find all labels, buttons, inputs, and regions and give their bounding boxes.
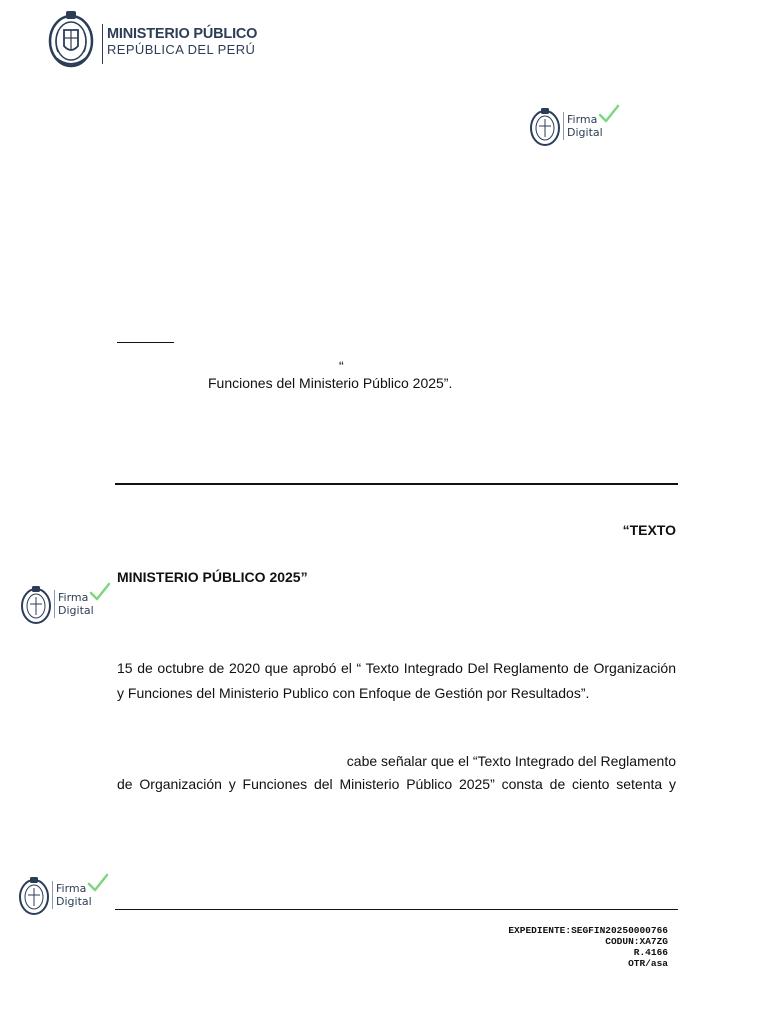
seal-icon	[528, 106, 562, 148]
seal-icon	[17, 875, 51, 917]
stamp-label-firma: Firma	[567, 113, 598, 126]
codun-code: CODUN:XA7ZG	[605, 936, 668, 947]
org-name: MINISTERIO PÚBLICO	[107, 26, 258, 42]
section-divider	[115, 483, 678, 485]
stamp-label-firma: Firma	[56, 882, 87, 895]
paragraph-1-line-1: 15 de octubre de 2020 que aprobó el “ Texto Integrado Del Reglamento de Organización	[117, 660, 676, 676]
paragraph-1-line-2: y Funciones del Ministerio Publico con Enfoque de Gestión por Resultados”.	[117, 685, 590, 701]
check-icon	[87, 873, 109, 893]
paragraph-2-line-2: de Organización y Funciones del Ministerio Público 2025” consta de ciento setenta y	[117, 776, 676, 792]
paragraph-2-line-1: cabe señalar que el “Texto Integrado del Reglamento	[346, 753, 676, 769]
stamp-divider	[563, 112, 564, 140]
seal-icon	[19, 584, 53, 626]
ministerio-publico-logo	[46, 8, 256, 72]
stamp-label-digital: Digital	[56, 895, 92, 908]
org-subtitle: REPÚBLICA DEL PERÚ	[107, 42, 256, 57]
footer-divider	[115, 909, 678, 910]
logo-divider	[102, 24, 103, 64]
author-initials: OTR/asa	[628, 958, 668, 969]
firma-digital-stamp	[19, 582, 119, 628]
stamp-divider	[52, 881, 53, 909]
footer-reference-block	[440, 925, 668, 969]
national-coat-of-arms-icon	[46, 8, 96, 70]
open-quote: “	[339, 358, 344, 374]
expediente-code: EXPEDIENTE:SEGFIN20250000766	[508, 925, 668, 936]
short-rule	[117, 342, 174, 343]
reference-number: R.4166	[633, 947, 668, 958]
stamp-label-digital: Digital	[567, 126, 603, 139]
title-line: Funciones del Ministerio Público 2025”.	[208, 375, 453, 391]
check-icon	[89, 582, 111, 602]
stamp-label-firma: Firma	[58, 591, 89, 604]
heading-texto: “TEXTO	[622, 522, 676, 538]
stamp-label-digital: Digital	[58, 604, 94, 617]
check-icon	[598, 104, 620, 124]
firma-digital-stamp	[528, 104, 628, 150]
stamp-divider	[54, 590, 55, 618]
firma-digital-stamp	[17, 873, 117, 919]
heading-ministerio: MINISTERIO PÚBLICO 2025”	[117, 569, 308, 585]
